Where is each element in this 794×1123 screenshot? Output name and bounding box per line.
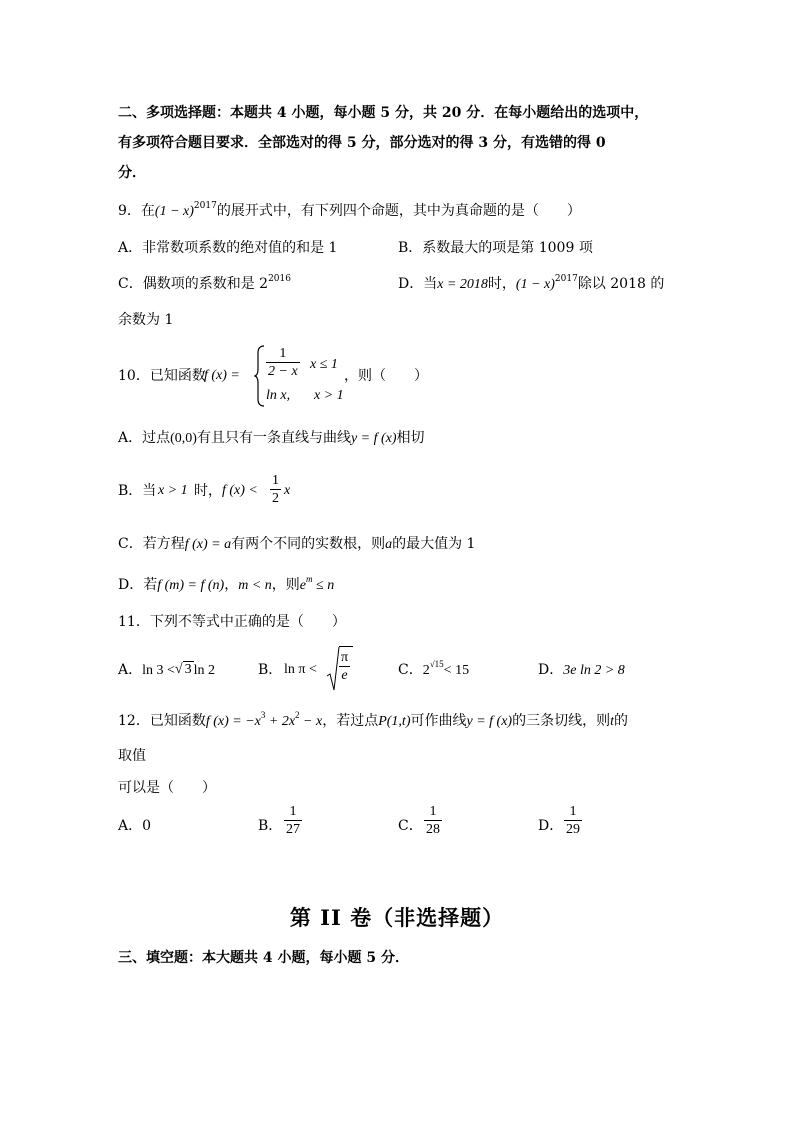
q9-exponent: 2017 (193, 201, 217, 211)
q10-option-d-then: ，则 (271, 577, 300, 593)
q10-option-d-condition: m < n (238, 578, 272, 593)
q11-option-d-expr: 3e ln 2 > 8 (563, 663, 625, 678)
part-2-title: 第 II 卷（非选择题） (289, 905, 505, 930)
q12-option-a: A．0 (118, 818, 152, 834)
q12-exp-2: 2 (295, 710, 300, 720)
q10-option-a-post: 相切 (396, 430, 425, 446)
q10-option-b-condition: x > 1 (158, 483, 188, 498)
q9-option-c-text: C．偶数项的系数和是 2 (118, 276, 269, 292)
q10-option-c-mid: 有两个不同的实数根，则 (231, 536, 386, 552)
q10-function-name: f (x) = (204, 368, 240, 383)
q10-option-d-le: ≤ n (312, 578, 335, 593)
q10-option-b-denominator: 2 (272, 491, 279, 506)
q10-option-d-pre: D．若 (118, 577, 158, 593)
section2-heading-line1: 二、多项选择题：本题共 4 小题，每小题 5 分，共 20 分．在每小题给出的选项中， (118, 105, 649, 121)
q9-option-d-pre: D．当 (398, 276, 438, 292)
q10-option-b-mid: 时， (194, 483, 222, 499)
q12-stem-post: 的三条切线，则 (512, 713, 611, 729)
q10-piece2: ln x, (266, 388, 291, 403)
q10-stem-pre: 10．已知函数 (118, 368, 206, 384)
q11-option-a-label: A． (118, 662, 143, 678)
q10-option-a-curve: y = f (x) (350, 431, 397, 446)
q9-option-d-exponent: 2017 (554, 274, 578, 284)
q11-option-c-exponent: √15 (429, 659, 444, 669)
q10-option-c-post: 的最大值为 1 (392, 536, 476, 552)
q11-option-a-radicand: 3 (184, 662, 192, 677)
q9-binomial: (1 − x) (154, 204, 194, 219)
q11-option-b-vinculum (339, 646, 353, 647)
q12-option-c-label: C． (398, 818, 423, 834)
q12-option-d-numerator: 1 (564, 803, 582, 821)
q9-stem-pre: 9．在 (118, 203, 155, 219)
q12-point: P(1,t) (378, 714, 411, 729)
q10-option-a (118, 428, 425, 449)
q10-piece1-fraction (266, 345, 300, 380)
q12-option-b-fraction (284, 803, 302, 838)
q9-option-c (118, 274, 291, 294)
q12-option-b-denominator: 27 (286, 822, 300, 837)
q10-condition-1: x ≤ 1 (310, 357, 338, 372)
q9-option-d-post: 除以 2018 的 (577, 276, 665, 292)
q10-option-b-x: x (284, 483, 291, 498)
section3-heading: 三、填空题：本大题共 4 小题，每小题 5 分． (118, 950, 409, 966)
question-9-stem (118, 201, 581, 222)
q10-option-c-a: a (385, 537, 393, 552)
q10-piece1-numerator: 1 (266, 345, 300, 363)
q9-option-a: A．非常数项系数的绝对值的和是 1 (118, 240, 338, 256)
q10-option-a-point: (0,0) (170, 431, 197, 446)
q12-term2: + 2x (265, 714, 296, 729)
q11-option-d-label: D． (538, 662, 564, 678)
q12-option-c-numerator: 1 (424, 803, 442, 821)
q10-condition-2: x > 1 (314, 388, 344, 403)
q10-piece1-denominator: 2 − x (268, 364, 298, 379)
q12-option-d-fraction (564, 803, 582, 838)
q12-t: t (610, 714, 614, 729)
q12-option-b-label: B． (258, 818, 283, 834)
q10-option-d-mid: ， (224, 577, 239, 593)
q10-option-c-equation: f (x) = a (184, 537, 232, 552)
q10-left-brace (254, 345, 266, 407)
q12-term3: − x (299, 714, 323, 729)
q12-stem-mid2: 可作曲线 (410, 713, 467, 729)
q11-option-c-label: C． (398, 662, 423, 678)
q12-stem-line3: 可以是（ ） (118, 780, 216, 796)
q12-curve: y = f (x) (466, 714, 513, 729)
q11-option-b-numerator: π (341, 650, 349, 665)
q11-option-a-sqrt: √ 3 (174, 662, 192, 677)
q9-option-d-base: (1 − x) (515, 277, 555, 292)
q11-option-b-fraction (339, 649, 350, 684)
q9-option-c-exponent: 2016 (268, 274, 291, 284)
q11-option-a (118, 660, 215, 681)
q10-option-b-numerator: 1 (272, 473, 279, 488)
q12-option-c-denominator: 28 (426, 822, 440, 837)
q11-option-a-expr1: ln 3 < (142, 663, 175, 678)
q10-option-c-pre: C．若方程 (118, 536, 185, 552)
q11-option-a-expr2: ln 2 (193, 663, 215, 678)
q12-option-d-denominator: 29 (566, 822, 580, 837)
q10-option-b-pre: B．当 (118, 483, 157, 499)
section2-heading-line2: 有多项符合题目要求．全部选对的得 5 分，部分选对的得 3 分，有选错的得 0 (118, 135, 606, 151)
q9-option-d (398, 274, 664, 295)
q10-option-d-e: e (299, 578, 307, 593)
q11-option-c-post: < 15 (443, 663, 470, 678)
q11-option-b-expr: ln π < (284, 662, 317, 677)
q12-stem-end: 的 (613, 713, 628, 729)
q9-option-b: B．系数最大的项是第 1009 项 (398, 240, 593, 256)
q10-option-a-pre: A．过点 (118, 430, 171, 446)
q9-option-d-mid: 时， (487, 276, 516, 292)
q12-option-d-label: D． (538, 818, 564, 834)
q11-option-c (398, 660, 469, 681)
section2-heading-line3: 分． (118, 165, 146, 181)
question-12-stem (118, 711, 628, 732)
q12-stem-mid: ，若过点 (322, 713, 379, 729)
q9-stem-post: 的展开式中，有下列四个命题，其中为真命题的是（ ） (216, 203, 581, 219)
q10-stem-post: ，则（ ） (344, 368, 428, 384)
q11-option-b-radical-sign (326, 646, 340, 692)
q9-option-d-continued: 余数为 1 (118, 312, 174, 328)
q10-option-c (118, 534, 475, 555)
q9-option-d-x: x = 2018 (437, 277, 488, 292)
q11-option-c-base: 2 (422, 663, 430, 678)
q11-option-b-denominator: e (341, 668, 348, 683)
question-11-stem: 11．下列不等式中正确的是（ ） (118, 614, 346, 630)
q10-option-a-mid: 有且只有一条直线与曲线 (196, 430, 351, 446)
q12-option-b-numerator: 1 (284, 803, 302, 821)
q10-option-d (118, 575, 334, 596)
q11-option-b-label: B． (258, 662, 283, 678)
q10-option-b-fraction (270, 472, 281, 507)
q12-function: f (x) = −x (205, 714, 261, 729)
q12-stem-pre: 12．已知函数 (118, 713, 206, 729)
q10-option-d-exp: m (306, 574, 313, 584)
q12-option-c-fraction (424, 803, 442, 838)
q10-option-d-equation: f (m) = f (n) (157, 578, 225, 593)
q11-option-d (538, 660, 625, 681)
q12-stem-line2: 取值 (118, 748, 146, 764)
q12-exp-3: 3 (260, 710, 266, 720)
q10-option-b-function: f (x) < (222, 483, 258, 498)
